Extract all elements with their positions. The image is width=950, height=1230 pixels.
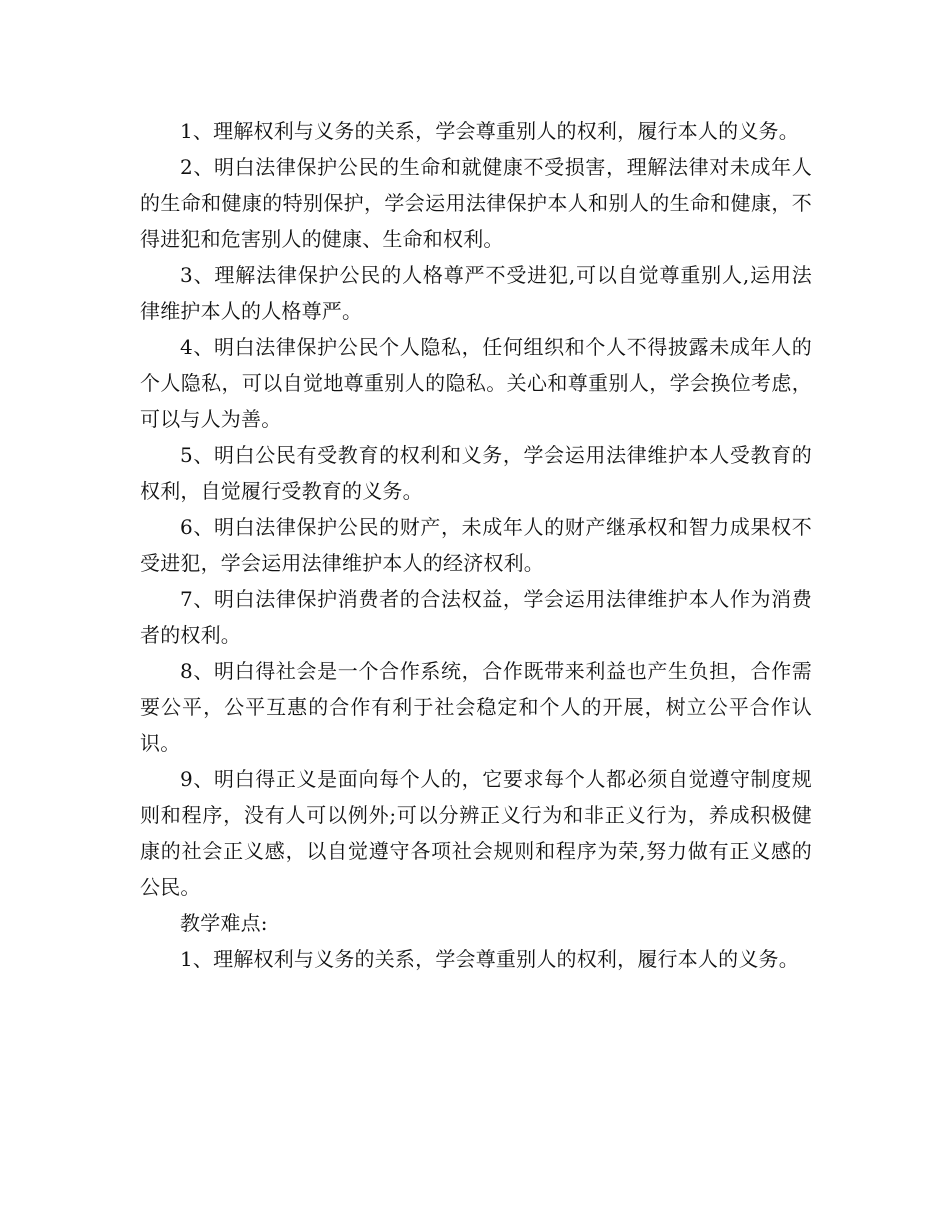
- document-body: [140, 113, 812, 977]
- paragraph-difficulty-1: 1、理解权利与义务的关系，学会尊重别人的权利，履行本人的义务。: [180, 947, 799, 971]
- paragraph-objective-8: 8、明白得社会是一个合作系统，合作既带来利益也产生负担，合作需要公平，公平互惠的合作有利于社会稳定和个人的开展，树立公平合作认识。: [140, 659, 812, 755]
- paragraph-objective-1: 1、理解权利与义务的关系，学会尊重别人的权利，履行本人的义务。: [180, 119, 799, 143]
- paragraph-objective-5: 5、明白公民有受教育的权利和义务，学会运用法律维护本人受教育的权利，自觉履行受教育的义务。: [140, 443, 812, 503]
- section-heading-teaching-difficulties: 教学难点:: [180, 911, 268, 935]
- paragraph-objective-7: 7、明白法律保护消费者的合法权益，学会运用法律维护本人作为消费者的权利。: [140, 587, 812, 647]
- paragraph-objective-6: 6、明白法律保护公民的财产，未成年人的财产继承权和智力成果权不受进犯，学会运用法律维护本人的经济权利。: [140, 515, 812, 575]
- paragraph-objective-2: 2、明白法律保护公民的生命和就健康不受损害，理解法律对未成年人的生命和健康的特别保护，学会运用法律保护本人和别人的生命和健康，不得进犯和危害别人的健康、生命和权利。: [140, 155, 812, 251]
- paragraph-objective-4: 4、明白法律保护公民个人隐私，任何组织和个人不得披露未成年人的个人隐私，可以自觉地尊重别人的隐私。关心和尊重别人，学会换位考虑，可以与人为善。: [140, 335, 812, 431]
- paragraph-objective-3: 3、理解法律保护公民的人格尊严不受进犯,可以自觉尊重别人,运用法律维护本人的人格尊严。: [140, 263, 812, 323]
- paragraph-objective-9: 9、明白得正义是面向每个人的，它要求每个人都必须自觉遵守制度规则和程序，没有人可以例外;可以分辨正义行为和非正义行为，养成积极健康的社会正义感，以自觉遵守各项社会规则和程序为荣,努力做有正义感的公民。: [140, 767, 812, 899]
